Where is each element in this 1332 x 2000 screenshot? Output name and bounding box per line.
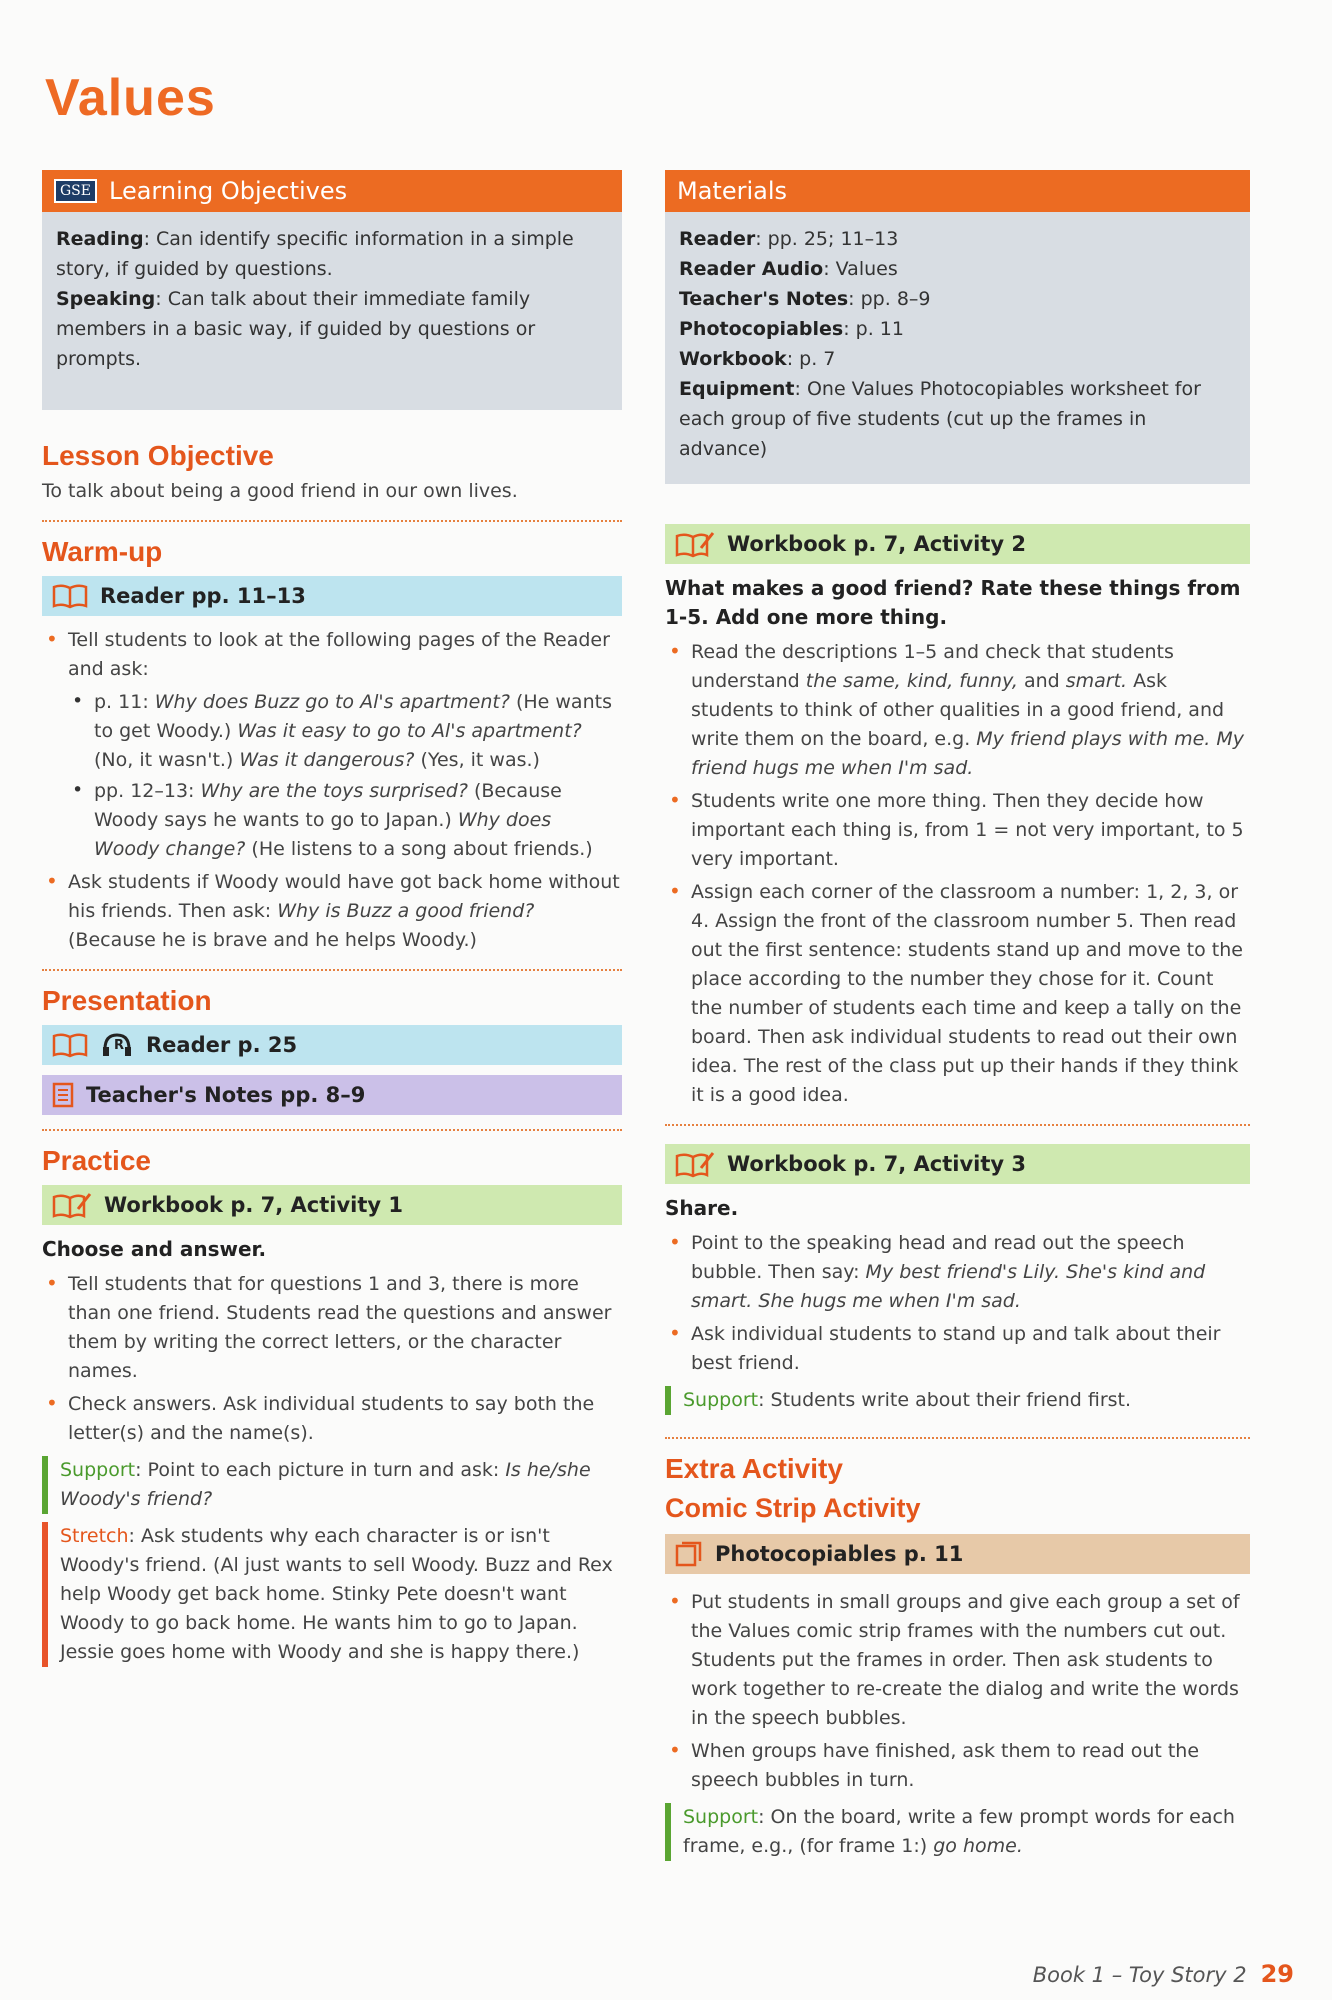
book-icon [52,1032,88,1058]
list-item: • Ask individual students to stand up and talk about their best friend. [665,1320,1250,1378]
list-item: • Students write one more thing. Then they decide how important each thing is, from 1 = not very important, to 5 very important. [665,787,1250,874]
divider [42,1129,622,1131]
workbook-icon [52,1191,92,1219]
materials-item: Photocopiables: p. 11 [679,318,904,340]
learning-objectives-header [42,170,622,212]
list-item: • Read the descriptions 1–5 and check that students understand the same, kind, funny, and smart. Ask students to think of other qualities in a good friend, and write them on the board, e.g. My friend plays with me. My friend hugs me when I'm sad. [665,638,1250,783]
activity3-instruction: Share. [665,1196,739,1220]
warmup-list [42,626,622,955]
reader-bar-label: Reader pp. 11–13 [100,584,306,608]
reader-bar-label: Reader p. 25 [146,1033,298,1057]
teachers-notes-label: Teacher's Notes pp. 8–9 [86,1083,366,1107]
materials-header [665,170,1250,212]
photocopiables-icon [675,1541,703,1567]
page-number: 29 [1260,1960,1294,1988]
activity3-list [665,1229,1250,1378]
support-note: Support: Point to each picture in turn and ask: Is he/she Woody's friend? [42,1456,622,1514]
materials-body [665,212,1250,484]
extra-list [665,1588,1250,1795]
workbook-bar-label: Workbook p. 7, Activity 2 [727,532,1027,556]
reading-objective: Reading: Can identify specific information in a simple story, if guided by questions. [56,228,574,280]
book-title: Book 1 – Toy Story 2 [1032,1963,1247,1987]
materials-item: Reader: pp. 25; 11–13 [679,228,899,250]
materials-panel [665,170,1250,484]
divider [42,520,622,522]
page-footer [1033,1960,1294,1988]
support-note: Support: Students write about their friend first. [665,1386,1250,1415]
workbook-bar-activity2 [665,524,1250,564]
photocopiables-bar [665,1534,1250,1574]
stretch-label: Stretch [60,1525,129,1547]
learning-objectives-body [42,212,622,410]
materials-item: Teacher's Notes: pp. 8–9 [679,288,931,310]
page-title: Values [45,69,216,127]
teachers-notes-bar [42,1075,622,1115]
learning-objectives-panel [42,170,622,410]
learning-objectives-title: Learning Objectives [109,177,348,205]
list-item: • Ask students if Woody would have got back home without his friends. Then ask: Why is Buzz a good friend? (Because he is brave and he helps Woody.) [42,868,622,955]
presentation-heading: Presentation [42,985,212,1016]
right-column [665,170,1250,1869]
practice-instruction: Choose and answer. [42,1237,267,1261]
workbook-bar-activity3 [665,1144,1250,1184]
reader-bar-warmup [42,576,622,616]
support-label: Support [60,1459,136,1481]
support-note: Support: On the board, write a few prompt words for each frame, e.g., (for frame 1:) go home. [665,1803,1250,1861]
practice-heading: Practice [42,1145,151,1176]
stretch-note: Stretch: Ask students why each character is or isn't Woody's friend. (Al just wants to sell Woody. Buzz and Rex help Woody get back home. Stinky Pete doesn't want Woody to go back home. He wants him to go to Japan. Jessie goes home with Woody and she is happy there.) [42,1522,622,1667]
workbook-icon [675,530,715,558]
workbook-bar-activity1 [42,1185,622,1225]
speaking-objective: Speaking: Can talk about their immediate family members in a basic way, if guided by questions or prompts. [56,288,536,370]
comic-strip-heading: Comic Strip Activity [665,1493,921,1523]
materials-item: Equipment: One Values Photocopiables worksheet for each group of five students (cut up the frames in advance) [679,378,1201,460]
list-item: • Assign each corner of the classroom a number: 1, 2, 3, or 4. Assign the front of the classroom number 5. Then read out the first sentence: students stand up and move to the place according to the number they chose for it. Count the number of students each time and keep a tally on the board. Then ask individual students to read out their own idea. The rest of the class put up their hands if they think it is a good idea. [665,878,1250,1110]
list-item: • Check answers. Ask individual students to say both the letter(s) and the name(s). [42,1390,622,1448]
support-label: Support [683,1389,759,1411]
list-item: • pp. 12–13: Why are the toys surprised? (Because Woody says he wants to go to Japan.) Why does Woody change? (He listens to a song about friends.) [68,777,622,864]
list-item: • Put students in small groups and give each group a set of the Values comic strip frames with the numbers cut out. Students put the frames in order. Then ask students to work together to re-create the dialog and write the words in the speech bubbles. [665,1588,1250,1733]
notes-icon [52,1082,74,1108]
gse-badge: GSE [54,179,97,203]
photocopiables-label: Photocopiables p. 11 [715,1542,964,1566]
divider [665,1437,1250,1439]
list-item: • p. 11: Why does Buzz go to Al's apartment? (He wants to get Woody.) Was it easy to go to Al's apartment? (No, it wasn't.) Was it dangerous? (Yes, it was.) [68,688,622,775]
support-label: Support [683,1806,759,1828]
workbook-icon [675,1150,715,1178]
warmup-heading: Warm-up [42,536,163,567]
workbook-bar-label: Workbook p. 7, Activity 1 [104,1193,404,1217]
question-list [68,688,622,864]
audio-badge: R [114,1037,125,1053]
workbook-bar-label: Workbook p. 7, Activity 3 [727,1152,1027,1176]
list-item: • When groups have finished, ask them to read out the speech bubbles in turn. [665,1737,1250,1795]
activity2-instruction: What makes a good friend? Rate these things from 1-5. Add one more thing. [665,576,1241,629]
activity2-list [665,638,1250,1110]
list-item: • Point to the speaking head and read out the speech bubble. Then say: My best friend's Lily. She's kind and smart. She hugs me when I'm sad. [665,1229,1250,1316]
reader-bar-presentation [42,1025,622,1065]
extra-activity-heading: Extra Activity [665,1453,843,1484]
list-item: • Tell students to look at the following pages of the Reader and ask: • p. 11: Why does Buzz go to Al's apartment? (He wants to get Woody.) Was it easy to go to Al's apartment? (No, it wasn't.) Was it dangerous? (Yes, it was.) • pp. 12–13: Why are the toys surprised? (Because Woody says he wants to go to Japan.) Why does Woody change? (He listens to a song about friends.) [42,626,622,864]
left-column [42,170,622,1675]
lesson-objective-text: To talk about being a good friend in our own lives. [42,480,518,502]
materials-title: Materials [677,177,788,205]
list-item: • Tell students that for questions 1 and 3, there is more than one friend. Students read the questions and answer them by writing the correct letters, or the character names. [42,1270,622,1386]
book-icon [52,583,88,609]
materials-item: Workbook: p. 7 [679,348,836,370]
materials-item: Reader Audio: Values [679,258,898,280]
practice-list [42,1270,622,1448]
divider [665,1124,1250,1126]
lesson-objective-heading: Lesson Objective [42,440,274,471]
divider [42,969,622,971]
